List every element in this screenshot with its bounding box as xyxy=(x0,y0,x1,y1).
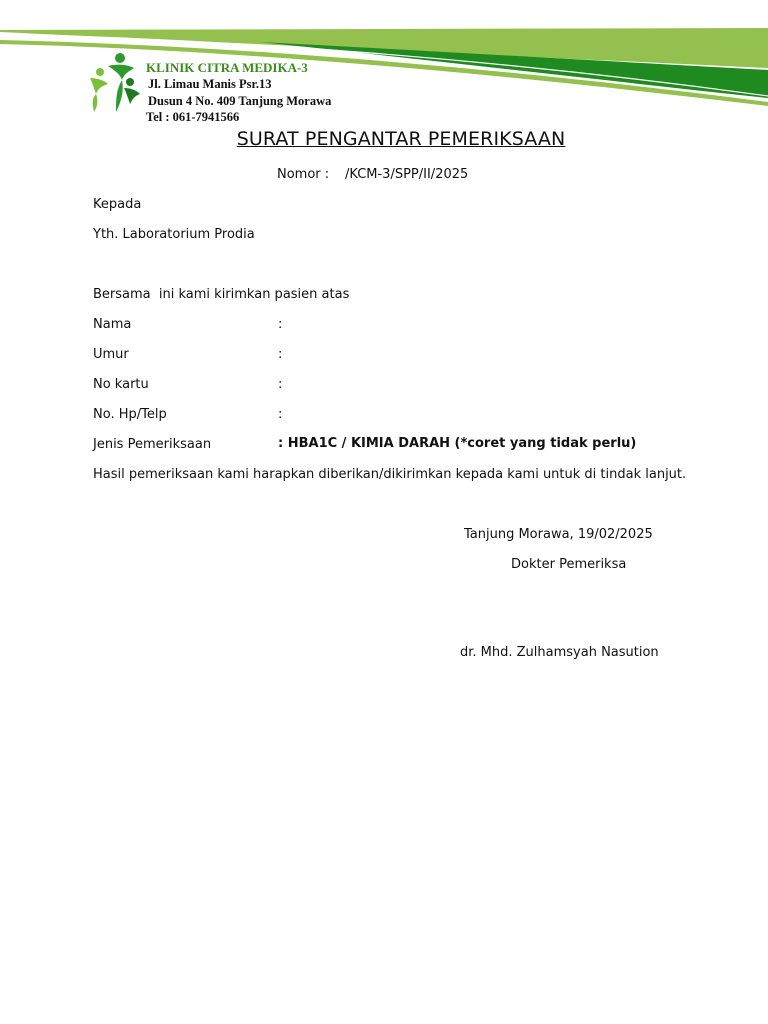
field-label-no-kartu: No kartu xyxy=(93,377,149,392)
signer-name: dr. Mhd. Zulhamsyah Nasution xyxy=(460,645,659,660)
field-sep-no-kartu: : xyxy=(278,377,283,392)
field-sep-nama: : xyxy=(278,317,283,332)
exam-type-label: Jenis Pemeriksaan xyxy=(93,437,212,452)
clinic-phone: Tel : 061-7941566 xyxy=(146,110,240,124)
field-sep-umur: : xyxy=(278,347,283,362)
letter-number-label: Nomor : xyxy=(277,167,330,182)
to-label: Kepada xyxy=(93,197,142,212)
clinic-address-line1: Jl. Limau Manis Psr.13 xyxy=(148,77,272,91)
field-label-nama: Nama xyxy=(93,317,132,332)
field-sep-no-hp: : xyxy=(278,407,283,422)
clinic-address-line2: Dusun 4 No. 409 Tanjung Morawa xyxy=(148,94,332,108)
closing-text: Hasil pemeriksaan kami harapkan diberikan/dikirimkan kepada kami untuk di tindak lanjut. xyxy=(93,467,687,482)
field-label-no-hp: No. Hp/Telp xyxy=(93,407,167,422)
signer-title: Dokter Pemeriksa xyxy=(511,557,627,572)
letter-title: SURAT PENGANTAR PEMERIKSAAN xyxy=(236,128,566,150)
people-logo-icon xyxy=(86,52,142,116)
clinic-name: KLINIK CITRA MEDIKA-3 xyxy=(146,60,308,75)
letter-number-value: /KCM-3/SPP/II/2025 xyxy=(345,167,469,182)
intro-text: Bersama ini kami kirimkan pasien atas xyxy=(93,287,350,302)
field-label-umur: Umur xyxy=(93,347,129,362)
exam-type-value: : HBA1C / KIMIA DARAH (*coret yang tidak perlu) xyxy=(278,436,637,451)
recipient: Yth. Laboratorium Prodia xyxy=(93,227,255,242)
place-date: Tanjung Morawa, 19/02/2025 xyxy=(464,527,653,542)
